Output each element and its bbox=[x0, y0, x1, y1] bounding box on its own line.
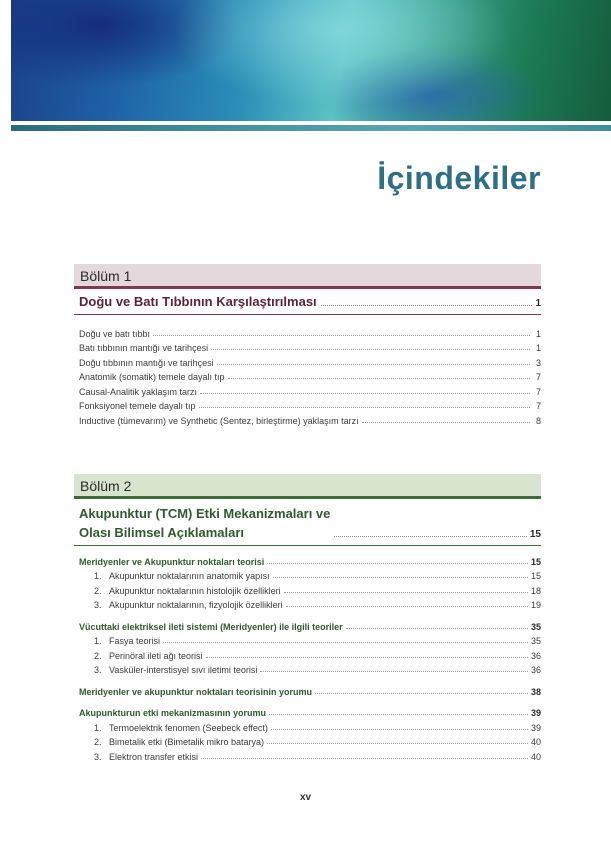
item-number: 1. bbox=[94, 636, 102, 646]
entry-title: Fonksiyonel temele dayalı tıp bbox=[79, 401, 196, 411]
dot-leader bbox=[153, 335, 530, 336]
section-1 bbox=[74, 264, 541, 426]
group-title: Meridyenler ve akupunktur noktaları teorisinin yorumu bbox=[79, 686, 313, 697]
toc-subentry[interactable] bbox=[74, 567, 541, 582]
dot-leader bbox=[269, 714, 528, 715]
dot-leader bbox=[200, 393, 530, 394]
page-number: 1 bbox=[535, 298, 541, 309]
entry-title: Doğu ve batı tıbbı bbox=[79, 328, 151, 339]
toc-entry[interactable] bbox=[74, 382, 541, 397]
dot-leader bbox=[321, 305, 533, 306]
item-number: 1. bbox=[94, 722, 102, 733]
dot-leader bbox=[217, 364, 530, 365]
page-number: 19 bbox=[530, 600, 541, 610]
entry-title: Akupunktur noktalarının histolojik özellikleri bbox=[109, 585, 281, 596]
toc-subentry[interactable] bbox=[74, 596, 541, 611]
dot-leader bbox=[284, 592, 528, 593]
entry-title: Akupunktur noktalarının, fizyolojik özellikleri bbox=[109, 600, 283, 610]
item-number: 2. bbox=[94, 585, 102, 596]
entry-title: Elektron transfer etkisi bbox=[109, 751, 199, 762]
item-number: 1. bbox=[94, 571, 102, 581]
dot-leader bbox=[201, 758, 528, 759]
entry-title: Vasküler-interstisyel sıvı iletimi teorisi bbox=[109, 665, 258, 675]
page-number: 39 bbox=[530, 708, 541, 718]
toc-group-heading[interactable] bbox=[74, 682, 541, 697]
dot-leader bbox=[362, 422, 530, 423]
group-title: Vücuttaki elektriksel ileti sistemi (Meridyenler) ile ilgili teoriler bbox=[79, 621, 343, 632]
chapter-title-row[interactable] bbox=[74, 499, 541, 546]
page-number: 8 bbox=[535, 415, 541, 426]
dot-leader bbox=[228, 378, 530, 379]
page-number: 18 bbox=[530, 585, 541, 596]
toc-group-heading[interactable] bbox=[74, 617, 541, 632]
dot-leader bbox=[334, 536, 526, 537]
page-number: 7 bbox=[535, 401, 541, 411]
page-number: 1 bbox=[535, 328, 541, 339]
page-number: 7 bbox=[535, 372, 541, 382]
toc-subentry[interactable] bbox=[74, 581, 541, 596]
dot-leader bbox=[206, 657, 528, 658]
section-2 bbox=[74, 474, 541, 762]
entry-title: Termoelektrik fenomen (Seebeck effect) bbox=[109, 722, 268, 733]
toc-entry[interactable] bbox=[74, 368, 541, 383]
banner-base-band bbox=[11, 125, 611, 131]
chapter-title-line-1: Akupunktur (TCM) Etki Mekanizmaları ve bbox=[79, 506, 331, 521]
dot-leader bbox=[260, 671, 528, 672]
toc-entry[interactable] bbox=[74, 324, 541, 339]
page-number: 38 bbox=[530, 686, 541, 697]
page-title: İçindekiler bbox=[377, 160, 541, 196]
page-number: 15 bbox=[529, 529, 541, 540]
dot-leader bbox=[271, 729, 528, 730]
group-title: Akupunkturun etki mekanizmasının yorumu bbox=[79, 708, 267, 718]
page-number: 40 bbox=[530, 751, 541, 762]
chapter-title bbox=[79, 504, 330, 542]
dot-leader bbox=[346, 628, 528, 629]
dot-leader bbox=[199, 407, 530, 408]
page-number: 36 bbox=[530, 650, 541, 661]
entry-title: Anatomik (somatik) temele dayalı tıp bbox=[79, 372, 225, 382]
entry-title: Bimetalik etki (Bimetalik mikro batarya) bbox=[109, 737, 265, 747]
page-number: 1 bbox=[535, 343, 541, 353]
page-number: 35 bbox=[530, 636, 541, 646]
entry-title: Fasya teorisi bbox=[109, 636, 161, 646]
toc-subentry[interactable] bbox=[74, 718, 541, 733]
chapter-title-line-2: Olası Bilimsel Açıklamaları bbox=[79, 525, 244, 540]
toc-subentry[interactable] bbox=[74, 646, 541, 661]
page-number: 36 bbox=[530, 665, 541, 675]
entry-title: Causal-Analitik yaklaşım tarzı bbox=[79, 386, 198, 397]
page-number: 3 bbox=[535, 357, 541, 368]
section-label: Bölüm 2 bbox=[74, 474, 541, 499]
toc-subentry[interactable] bbox=[74, 733, 541, 748]
page-number: 7 bbox=[535, 386, 541, 397]
item-number: 3. bbox=[94, 600, 102, 610]
item-number: 2. bbox=[94, 650, 102, 661]
chapter-title-row[interactable] bbox=[74, 289, 541, 315]
group-title: Meridyenler ve Akupunktur noktaları teorisi bbox=[79, 556, 265, 567]
toc-entry[interactable] bbox=[74, 339, 541, 354]
toc-entry[interactable] bbox=[74, 411, 541, 426]
toc-subentry[interactable] bbox=[74, 661, 541, 676]
entry-title: Inductive (tümevarım) ve Synthetic (Sentez, birleştirme) yaklaşım tarzı bbox=[79, 415, 359, 426]
dot-leader bbox=[315, 693, 528, 694]
item-number: 3. bbox=[94, 751, 102, 762]
footer-page-number: xv bbox=[299, 792, 312, 803]
toc-entry[interactable] bbox=[74, 353, 541, 368]
toc-group-heading[interactable] bbox=[74, 704, 541, 719]
toc-entry[interactable] bbox=[74, 397, 541, 412]
entry-title: Akupunktur noktalarının anatomik yapısı bbox=[109, 571, 270, 581]
header-banner-image bbox=[11, 0, 611, 121]
dot-leader bbox=[273, 577, 528, 578]
entry-title: Perinöral ileti ağı teorisi bbox=[109, 650, 203, 661]
toc-group-heading[interactable] bbox=[74, 552, 541, 567]
chapter-title: Doğu ve Batı Tıbbının Karşılaştırılması bbox=[79, 294, 317, 309]
entry-title: Batı tıbbının mantığı ve tarihçesi bbox=[79, 343, 209, 353]
page-number: 35 bbox=[530, 621, 541, 632]
toc-subentry[interactable] bbox=[74, 632, 541, 647]
page-number: 15 bbox=[530, 556, 541, 567]
item-number: 3. bbox=[94, 665, 102, 675]
dot-leader bbox=[267, 743, 528, 744]
page-number: 39 bbox=[530, 722, 541, 733]
section-label: Bölüm 1 bbox=[74, 264, 541, 289]
dot-leader bbox=[163, 642, 528, 643]
toc-subentry[interactable] bbox=[74, 747, 541, 762]
page-number: 15 bbox=[530, 571, 541, 581]
dot-leader bbox=[211, 349, 530, 350]
entry-title: Doğu tıbbının mantığı ve tarihçesi bbox=[79, 357, 214, 368]
item-number: 2. bbox=[94, 737, 102, 747]
dot-leader bbox=[286, 606, 528, 607]
page-number: 40 bbox=[530, 737, 541, 747]
dot-leader bbox=[267, 563, 528, 564]
